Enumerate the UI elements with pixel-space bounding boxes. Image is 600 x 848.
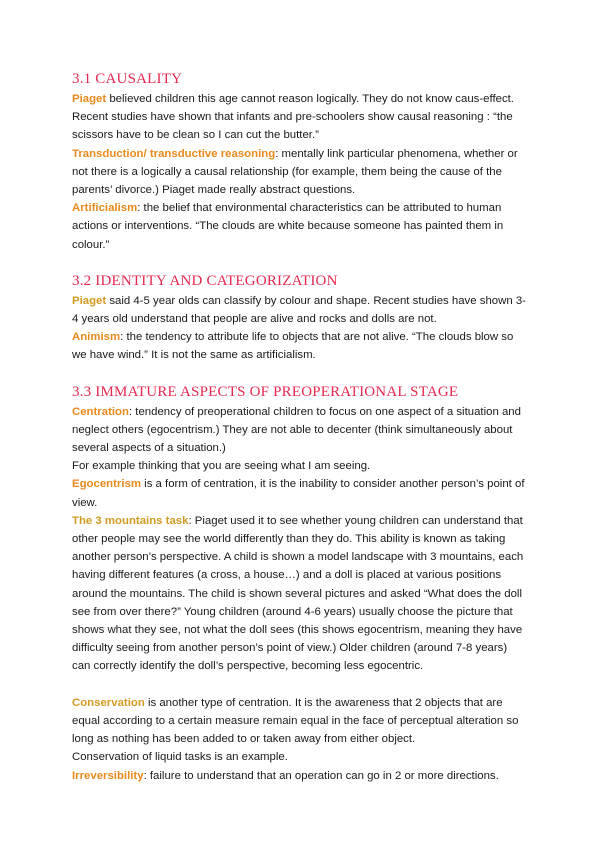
paragraph [72, 90, 528, 145]
key-term: Conservation [72, 696, 145, 709]
paragraph: Conservation of liquid tasks is an example. [72, 751, 288, 764]
paragraph [72, 512, 528, 676]
paragraph-text: : the tendency to attribute life to objects that are not alive. “The clouds blow so we have wind.” It is not the same as artificialism. [72, 331, 514, 362]
section-heading: 3.1 CAUSALITY [72, 71, 183, 87]
paragraph [72, 145, 528, 200]
key-term: Egocentrism [72, 478, 141, 491]
key-term: The 3 mountains task [72, 514, 189, 527]
key-term: Irreversibility [72, 769, 144, 782]
key-term: Piaget [72, 294, 107, 307]
paragraph-text: is a form of centration, it is the inability to consider another person’s point of view. [72, 478, 525, 509]
paragraph [72, 403, 528, 458]
paragraph-text: : mentally link particular phenomena, whether or not there is a logically a causal relationship (for example, them being the cause of the parents’ divorce.) Piaget made really abstract questions. [72, 147, 518, 197]
paragraph [72, 199, 528, 254]
paragraph-text: said 4-5 year olds can classify by colour and shape. Recent studies have shown 3-4 years old understand that people are alive and rocks and dolls are not. [72, 294, 526, 326]
paragraph [72, 292, 528, 328]
section-identity-categorization [72, 272, 528, 365]
paragraph-text: is another type of centration. It is the awareness that 2 objects that are equal according to a certain measure remain equal in the face of perceptual alteration so long as nothing has been added to or taken away from either object. [72, 696, 519, 746]
paragraph-text: : Piaget used it to see whether young children can understand that other people may see the world differently than they do. This ability is known as taking another person’s perspective. A child is shown a model landscape with 3 mountains, each having different features (a cross, a house…) and a doll is placed at various positions around the mountains. The child is shown several pictures and asked “What does the doll see from over there?” Young children (around 4-6 years) usually choose the picture that shows what they see, not what the doll sees (this shows egocentrism, meaning they have difficulty seeing from another person’s point of view.) Older children (around 7-8 years) can correctly identify the doll’s perspective, becoming less egocentric. [72, 514, 524, 673]
key-term: Centration [72, 405, 129, 418]
paragraph [72, 328, 528, 364]
key-term: Transduction/ transductive reasoning [72, 147, 276, 160]
paragraph [72, 767, 528, 785]
paragraph [72, 475, 528, 511]
paragraph: For example thinking that you are seeing what I am seeing. [72, 460, 371, 473]
paragraph-text: : the belief that environmental characteristics can be attributed to human actions or interventions. “The clouds are white because someone has painted them in colour.” [72, 202, 504, 251]
section-heading: 3.3 IMMATURE ASPECTS OF PREOPERATIONAL STAGE [72, 383, 459, 400]
paragraph-text: : tendency of preoperational children to focus on one aspect of a situation and neglect others (egocentrism.) They are not able to decenter (think simultaneously about several aspects of a situation.) [72, 405, 521, 455]
paragraph [72, 694, 528, 749]
paragraph-spacer [72, 676, 528, 694]
paragraph-text: believed children this age cannot reason logically. They do not know caus-effect. Recent studies have shown that infants and pre-schoolers show causal reasoning : “the scissors have to be clean so I can cut the butter.” [72, 93, 514, 142]
section-immature-aspects [72, 383, 528, 785]
key-term: Animism [72, 331, 121, 344]
section-heading: 3.2 IDENTITY AND CATEGORIZATION [72, 272, 338, 289]
section-causality [72, 70, 528, 254]
key-term: Artificialism [72, 202, 138, 215]
key-term: Piaget [72, 93, 107, 105]
paragraph-text: : failure to understand that an operation can go in 2 or more directions. [143, 769, 499, 782]
